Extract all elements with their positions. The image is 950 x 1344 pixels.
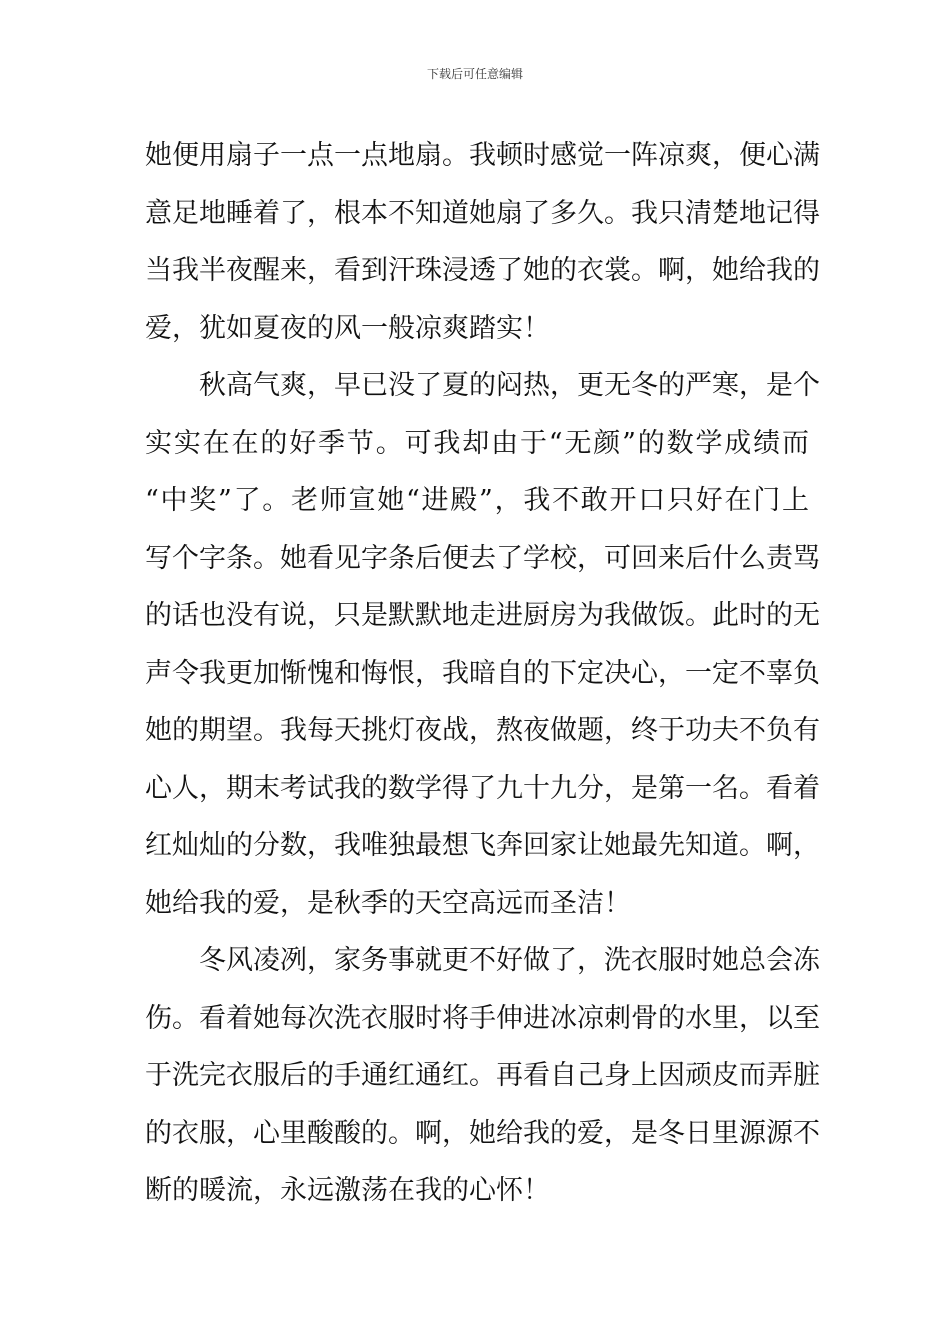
document-body: [145, 127, 820, 1220]
text-line: 她给我的爱，是秋季的天空高远而圣洁！: [145, 887, 631, 919]
text-line: 声令我更加惭愧和悔恨，我暗自的下定决心，一定不辜负: [145, 657, 820, 689]
text-line: 红灿灿的分数，我唯独最想飞奔回家让她最先知道。啊，: [145, 830, 820, 861]
text-line: “中奖”了。老师宣她“进殿”，我不敢开口只好在门上: [145, 485, 809, 516]
text-line: 的衣服，心里酸酸的。啊，她给我的爱，是冬日里源源不: [145, 1117, 820, 1149]
text-line: 于洗完衣服后的手通红通红。再看自己身上因顽皮而弄脏: [145, 1060, 820, 1091]
text-line: 她便用扇子一点一点地扇。我顿时感觉一阵凉爽，便心满: [145, 140, 820, 171]
paragraph-summer-ending: [145, 127, 820, 357]
text-line: 伤。看着她每次洗衣服时将手伸进冰凉刺骨的水里，以至: [145, 1002, 820, 1034]
text-line: 当我半夜醒来，看到汗珠浸透了她的衣裳。啊，她给我的: [145, 255, 820, 286]
text-line: 秋高气爽，早已没了夏的闷热，更无冬的严寒，是个: [199, 370, 820, 401]
text-line: 断的暖流，永远激荡在我的心怀！: [145, 1175, 550, 1206]
text-line: 的话也没有说，只是默默地走进厨房为我做饭。此时的无: [145, 600, 820, 631]
text-line: 心人，期末考试我的数学得了九十九分，是第一名。看着: [145, 772, 820, 804]
page-header: 下载后可任意编辑: [426, 67, 523, 81]
paragraph-autumn: [145, 357, 820, 932]
paragraph-winter: [145, 932, 820, 1220]
text-line: 爱，犹如夏夜的风一般凉爽踏实！: [145, 312, 550, 344]
text-line: 冬风凌冽，家务事就更不好做了，洗衣服时她总会冻: [199, 945, 820, 976]
text-line: 她的期望。我每天挑灯夜战，熬夜做题，终于功夫不负有: [145, 715, 820, 746]
text-line: 意足地睡着了，根本不知道她扇了多久。我只清楚地记得: [145, 197, 820, 229]
text-line: 实实在在的好季节。可我却由于“无颜”的数学成绩而: [145, 427, 809, 459]
text-line: 写个字条。她看见字条后便去了学校，可回来后什么责骂: [145, 542, 820, 574]
